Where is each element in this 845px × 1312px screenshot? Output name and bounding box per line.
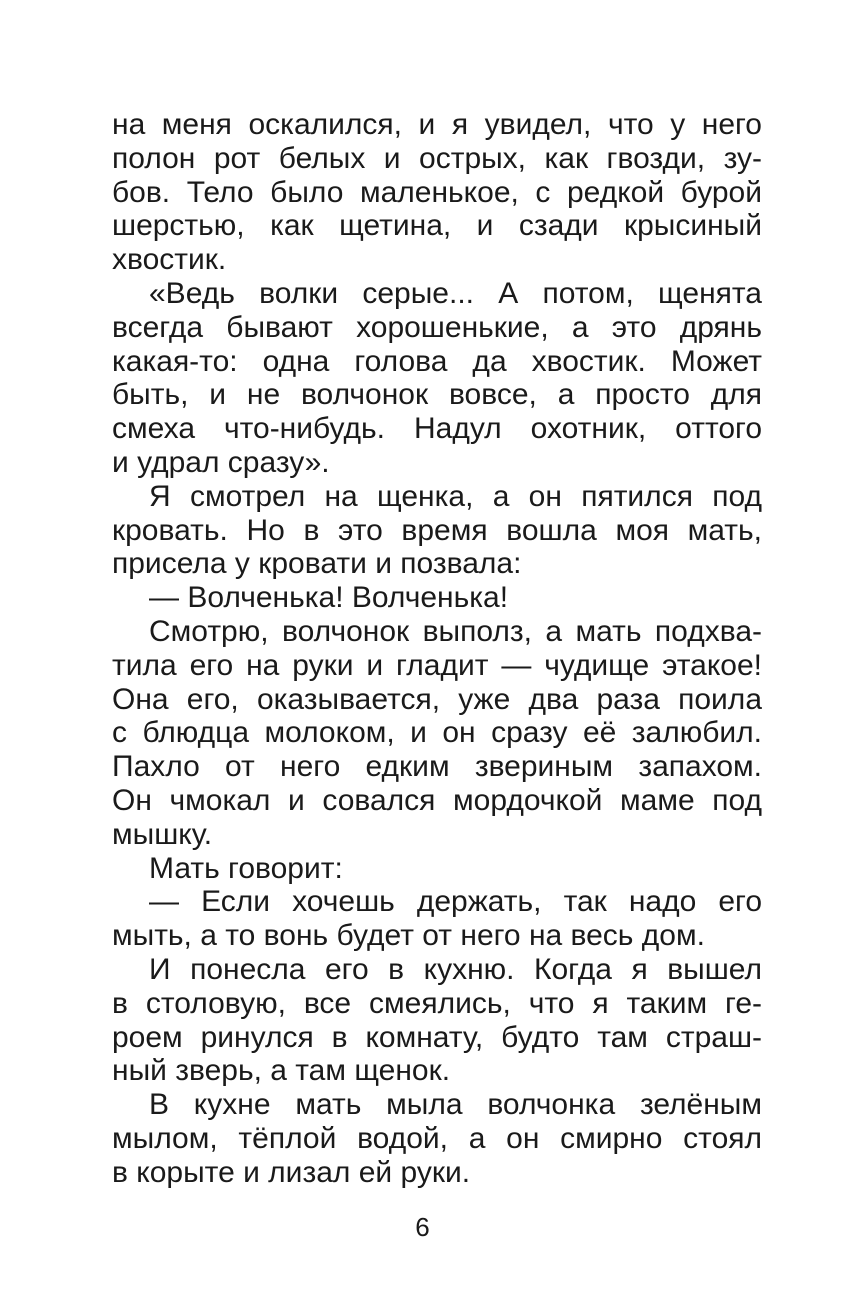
paragraph	[112, 277, 762, 480]
text-line: и удрал сразу».	[112, 445, 330, 479]
text-line: шерстью, как щетина, и сзади крысиный	[112, 209, 762, 243]
text-line: И понесла его в кухню. Когда я вышел	[149, 952, 762, 986]
text-line: Смотрю, волчонок выполз, а мать подхва-	[149, 614, 762, 648]
paragraph	[112, 615, 762, 852]
text-line: мыть, а то вонь будет от него на весь дом.	[112, 919, 705, 953]
text-line: в столовую, все смеялись, что я таким ге-	[112, 986, 762, 1020]
text-line: всегда бывают хорошенькие, а это дрянь	[112, 310, 762, 344]
text-line: полон рот белых и острых, как гвозди, зу-	[112, 141, 762, 175]
text-line: — Волченька! Волченька!	[149, 581, 509, 615]
paragraph	[112, 1088, 762, 1189]
text-line: присела у кровати и позвала:	[112, 547, 522, 581]
text-line: роем ринулся в комнату, будто там страш-	[112, 1020, 762, 1054]
paragraph	[112, 885, 762, 953]
text-line: мышку.	[112, 817, 213, 851]
page-number: 6	[415, 1212, 430, 1242]
text-line: в корыте и лизал ей руки.	[112, 1155, 471, 1189]
text-line: ный зверь, а там щенок.	[112, 1054, 451, 1088]
text-line: тила его на руки и гладит — чудище этакое!	[112, 648, 762, 682]
text-line: Пахло от него едким звериным запахом.	[112, 750, 762, 784]
text-line: с блюдца молоком, и он сразу её залюбил.	[112, 716, 762, 750]
text-line: Он чмокал и совался мордочкой маме под	[112, 783, 762, 817]
text-line: Она его, оказывается, уже два раза поила	[112, 682, 762, 716]
paragraph	[112, 852, 762, 886]
text-line: «Ведь волки серые... А потом, щенята	[149, 276, 762, 310]
text-line: быть, и не волчонок вовсе, а просто для	[112, 378, 762, 412]
text-line: кровать. Но в это время вошла моя мать,	[112, 513, 762, 547]
text-line: Мать говорит:	[149, 851, 343, 885]
text-line: бов. Тело было маленькое, с редкой бурой	[112, 175, 762, 209]
text-line: мылом, тёплой водой, а он смирно стоял	[112, 1121, 762, 1155]
text-line: В кухне мать мыла волчонка зелёным	[149, 1088, 762, 1122]
text-line: — Если хочешь держать, так надо его	[149, 885, 762, 919]
text-line: Я смотрел на щенка, а он пятился под	[149, 479, 762, 513]
text-line: смеха что-нибудь. Надул охотник, оттого	[112, 412, 762, 446]
text-line: на меня оскалился, и я увидел, что у него	[112, 108, 762, 141]
paragraph	[112, 480, 762, 581]
text-line: какая-то: одна голова да хвостик. Может	[112, 344, 762, 378]
paragraph	[112, 108, 762, 277]
page-text	[112, 108, 762, 1190]
paragraph	[112, 953, 762, 1088]
text-line: хвостик.	[112, 243, 227, 277]
paragraph	[112, 581, 762, 615]
